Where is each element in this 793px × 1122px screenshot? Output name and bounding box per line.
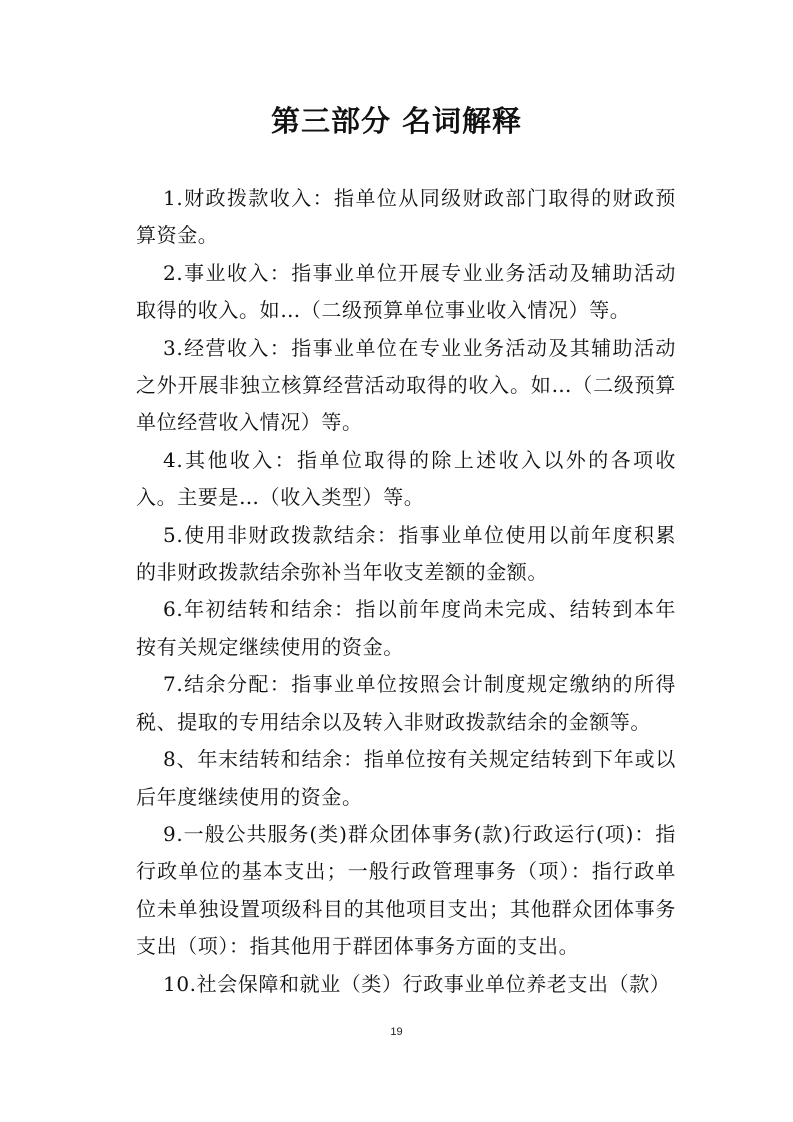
definition-paragraph: 10.社会保障和就业（类）行政事业单位养老支出（款） [163, 971, 671, 996]
definition-paragraph: 4.其他收入：指单位取得的除上述收入以外的各项收入。主要是…（收入类型）等。 [136, 447, 676, 510]
page-title: 第三部分 名词解释 [270, 104, 523, 138]
definition-paragraph: 5.使用非财政拨款结余：指事业单位使用以前年度积累的非财政拨款结余弥补当年收支差额的金额。 [136, 522, 676, 585]
definitions-body [136, 180, 676, 1003]
definition-paragraph: 2.事业收入：指事业单位开展专业业务活动及辅助活动取得的收入。如…（二级预算单位事业收入情况）等。 [136, 260, 676, 323]
definition-paragraph: 1.财政拨款收入：指单位从同级财政部门取得的财政预算资金。 [136, 186, 676, 248]
definition-paragraph: 8、年末结转和结余：指单位按有关规定结转到下年或以后年度继续使用的资金。 [136, 747, 676, 809]
definition-paragraph: 3.经营收入：指事业单位在专业业务活动及其辅助活动之外开展非独立核算经营活动取得的收入。如…（二级预算单位经营收入情况）等。 [136, 335, 676, 435]
definition-paragraph: 7.结余分配：指事业单位按照会计制度规定缴纳的所得税、提取的专用结余以及转入非财政拨款结余的金额等。 [136, 672, 676, 734]
page-number: 19 [390, 1026, 403, 1038]
definition-paragraph: 9.一般公共服务(类)群众团体事务(款)行政运行(项)：指行政单位的基本支出；一般行政管理事务（项）：指行政单位未单独设置项级科目的其他项目支出；其他群众团体事务支出（项）：指其他用于群团体事务方面的支出。 [136, 821, 676, 959]
definition-paragraph: 6.年初结转和结余：指以前年度尚未完成、结转到本年按有关规定继续使用的资金。 [136, 597, 676, 659]
